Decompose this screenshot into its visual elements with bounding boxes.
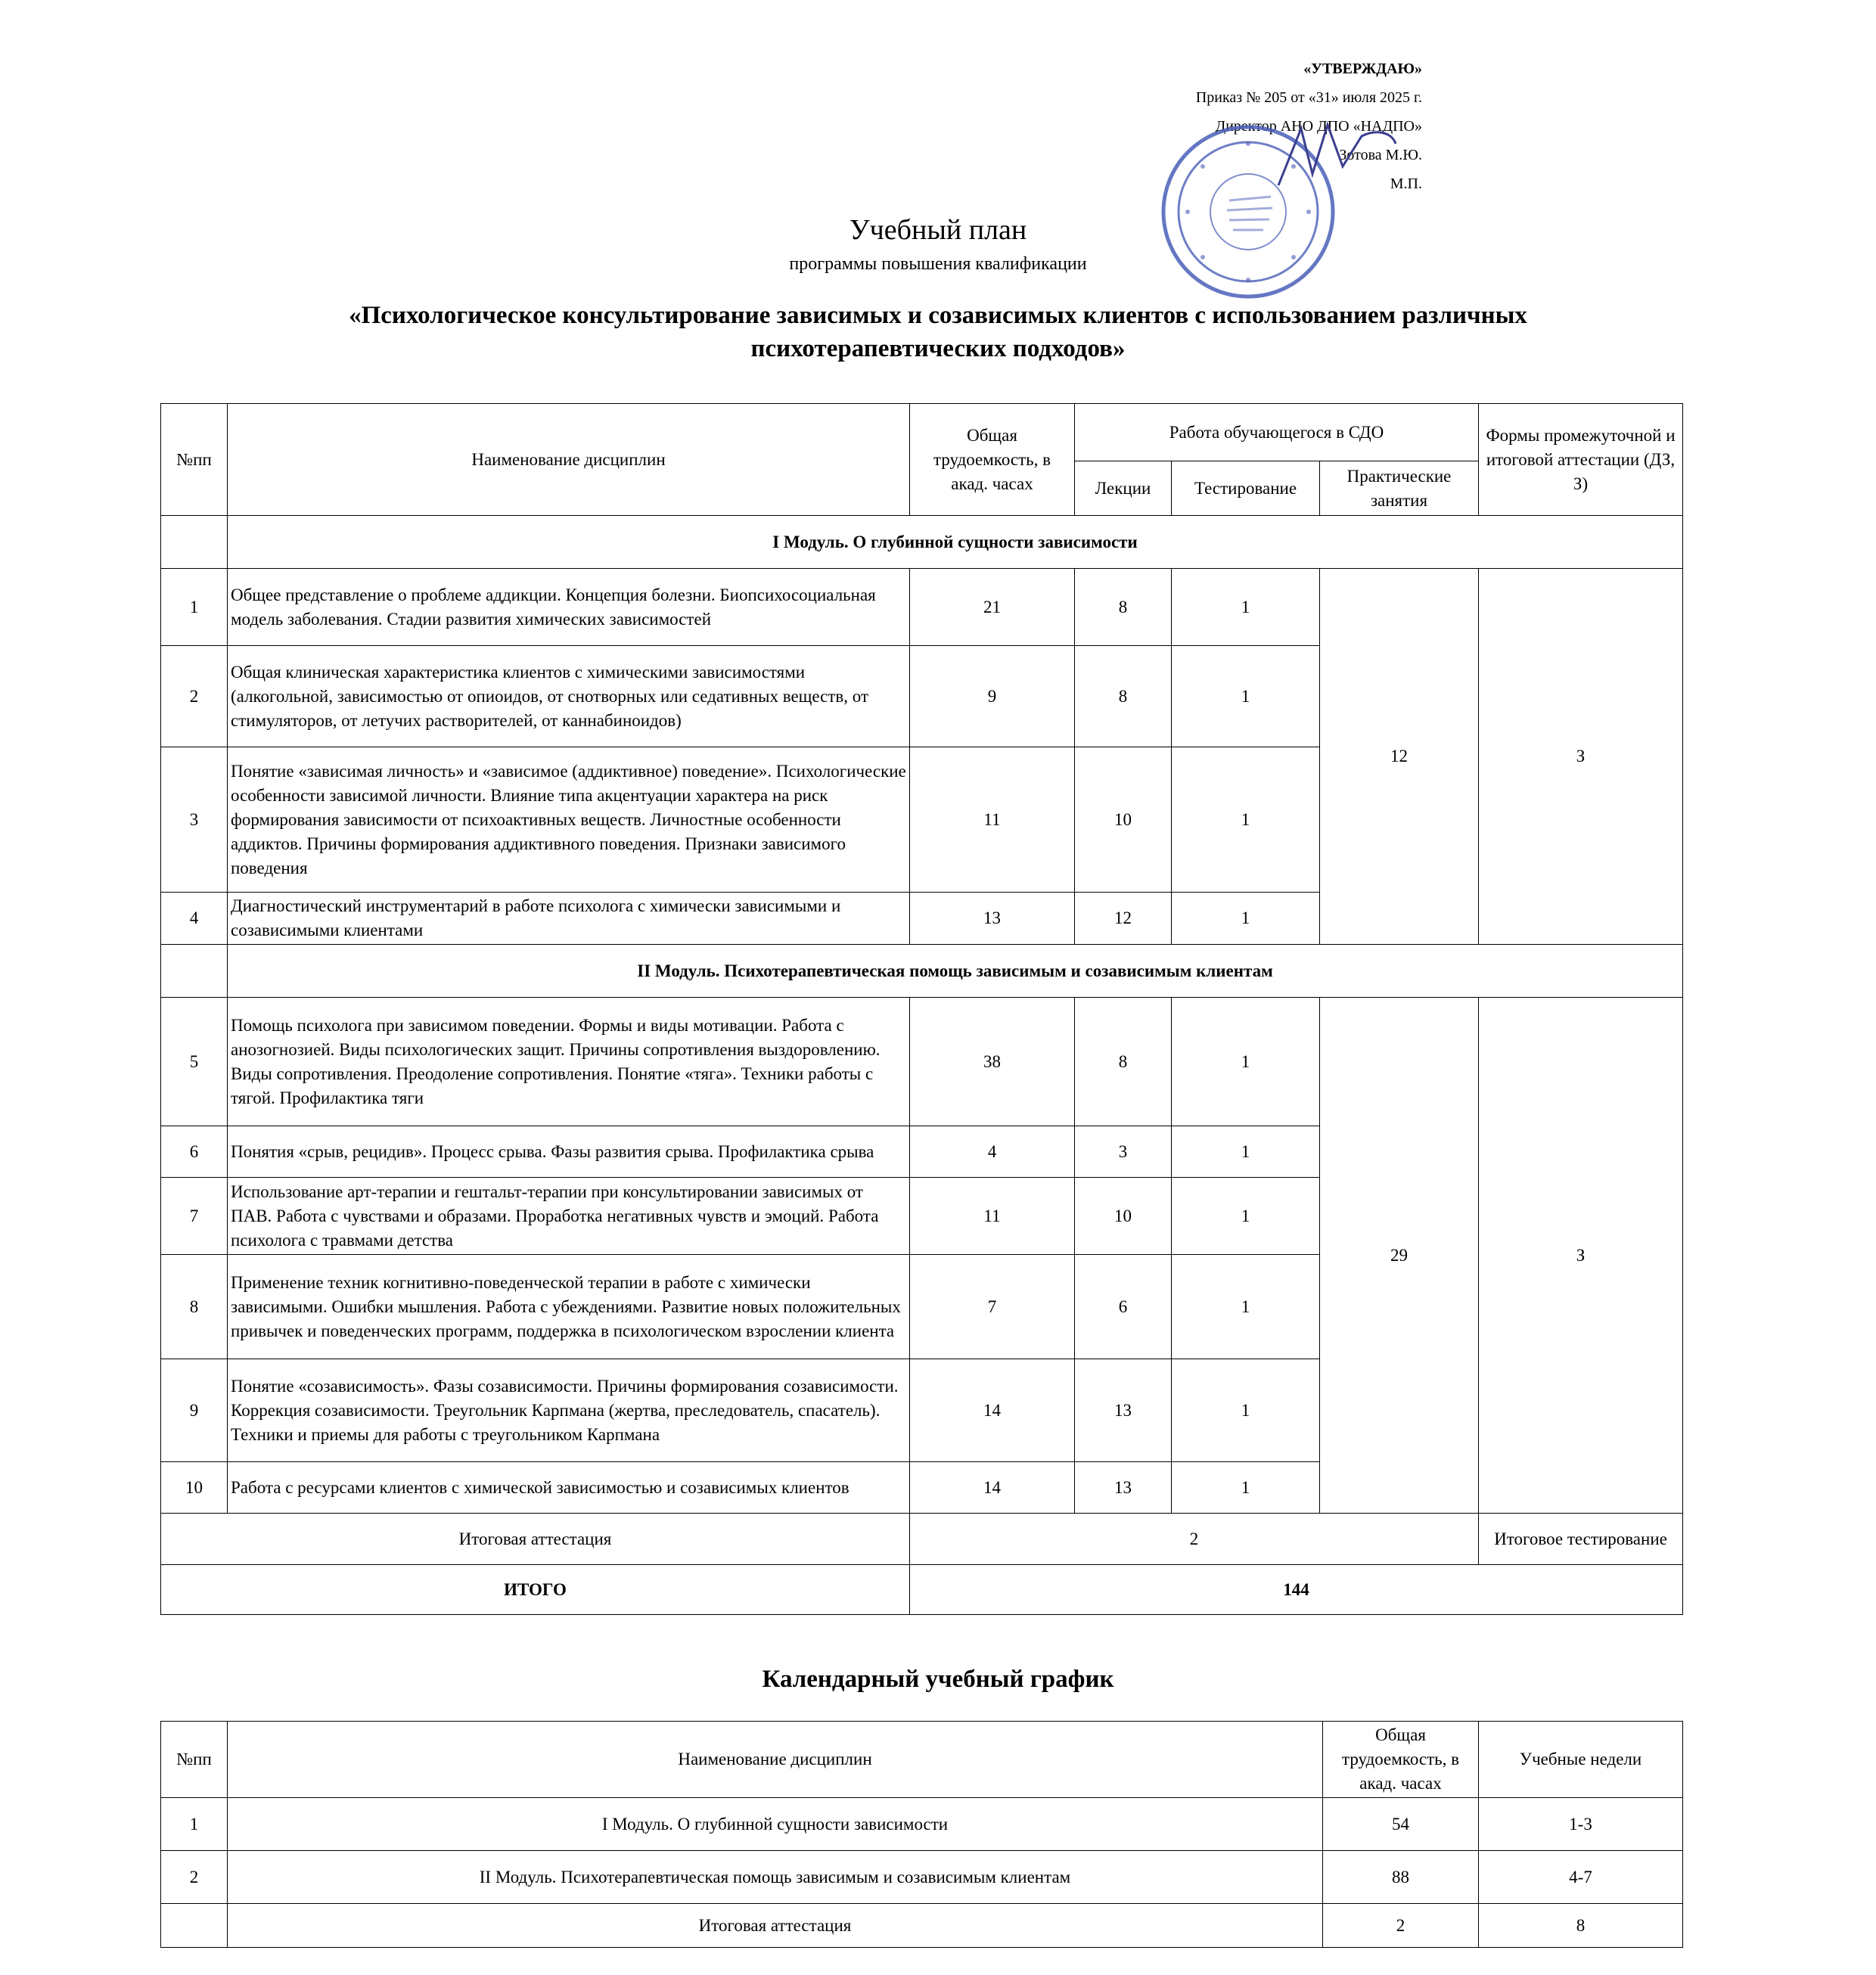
module-title: II Модуль. Психотерапевтическая помощь зависимым и созависимым клиентам bbox=[228, 945, 1683, 998]
row-total: 88 bbox=[1323, 1851, 1479, 1904]
row-tests: 1 bbox=[1172, 747, 1320, 893]
col-name-header: Наименование дисциплин bbox=[228, 404, 910, 516]
page-title: Учебный план bbox=[849, 214, 1027, 246]
total-row bbox=[161, 1565, 1683, 1615]
row-tests: 1 bbox=[1172, 998, 1320, 1126]
row-name: Понятия «срыв, рецидив». Процесс срыва. Фазы развития срыва. Профилактика срыва bbox=[228, 1126, 910, 1178]
row-num: 3 bbox=[161, 747, 228, 893]
row-num bbox=[161, 1904, 228, 1948]
table-header-row bbox=[161, 404, 1683, 461]
row-name: Итоговая аттестация bbox=[228, 1904, 1323, 1948]
row-tests: 1 bbox=[1172, 1255, 1320, 1359]
row-tests: 1 bbox=[1172, 646, 1320, 747]
row-num: 10 bbox=[161, 1462, 228, 1514]
table-row bbox=[161, 1798, 1683, 1851]
row-lectures: 8 bbox=[1075, 998, 1172, 1126]
row-num: 9 bbox=[161, 1359, 228, 1462]
row-name: I Модуль. О глубинной сущности зависимости bbox=[228, 1798, 1323, 1851]
director-signature bbox=[1271, 113, 1399, 197]
row-num: 1 bbox=[161, 1798, 228, 1851]
row-num: 2 bbox=[161, 1851, 228, 1904]
final-attestation-hours: 2 bbox=[910, 1514, 1479, 1565]
col-lectures-header: Лекции bbox=[1075, 461, 1172, 516]
row-total: 54 bbox=[1323, 1798, 1479, 1851]
module-practice: 12 bbox=[1320, 569, 1479, 945]
row-tests: 1 bbox=[1172, 1126, 1320, 1178]
curriculum-table bbox=[160, 403, 1683, 1615]
approval-position: Директор АНО ДПО «НАДПО» bbox=[1215, 118, 1422, 135]
module-form: З bbox=[1479, 998, 1683, 1514]
final-attestation-form: Итоговое тестирование bbox=[1479, 1514, 1683, 1565]
row-num: 4 bbox=[161, 893, 228, 945]
module-row bbox=[161, 516, 1683, 569]
row-num: 8 bbox=[161, 1255, 228, 1359]
approval-order: Приказ № 205 от «31» июля 2025 г. bbox=[1195, 89, 1422, 106]
row-total: 9 bbox=[910, 646, 1075, 747]
row-total: 21 bbox=[910, 569, 1075, 646]
table-row bbox=[161, 1904, 1683, 1948]
table-row bbox=[161, 1851, 1683, 1904]
row-num: 7 bbox=[161, 1178, 228, 1255]
col-work-header: Работа обучающегося в СДО bbox=[1075, 404, 1479, 461]
col-num-header: №пп bbox=[161, 1722, 228, 1798]
row-weeks: 8 bbox=[1479, 1904, 1683, 1948]
row-total: 13 bbox=[910, 893, 1075, 945]
row-name: Использование арт-терапии и гештальт-терапии при консультировании зависимых от ПАВ. Работа с чувствами и образами. Проработка негативных чувств и эмоций. Работа психолога с травмами детства bbox=[228, 1178, 910, 1255]
row-total: 11 bbox=[910, 747, 1075, 893]
row-name: Применение техник когнитивно-поведенческой терапии в работе с химически зависимыми. Ошибки мышления. Работа с убеждениями. Развитие новых положительных привычек и поведенческих программ, поддержка в психологическом взрослении клиента bbox=[228, 1255, 910, 1359]
row-tests: 1 bbox=[1172, 893, 1320, 945]
page-subtitle: программы повышения квалификации bbox=[789, 254, 1087, 274]
row-total: 11 bbox=[910, 1178, 1075, 1255]
row-lectures: 12 bbox=[1075, 893, 1172, 945]
row-lectures: 13 bbox=[1075, 1462, 1172, 1514]
row-num: 1 bbox=[161, 569, 228, 646]
row-weeks: 1-3 bbox=[1479, 1798, 1683, 1851]
approval-name: Зотова М.Ю. bbox=[1339, 147, 1422, 163]
col-total-header: Общая трудоемкость, в акад. часах bbox=[1323, 1722, 1479, 1798]
row-total: 14 bbox=[910, 1462, 1075, 1514]
row-name: Понятие «зависимая личность» и «зависимое (аддиктивное) поведение». Психологические особенности зависимой личности. Влияние типа акцентуации характера на риск формирования зависимости от психоактивных веществ. Личностные особенности аддиктов. Причины формирования аддиктивного поведения. Признаки зависимого поведения bbox=[228, 747, 910, 893]
col-forms-header: Формы промежуточной и итоговой аттестации (ДЗ, З) bbox=[1479, 404, 1683, 516]
col-tests-header: Тестирование bbox=[1172, 461, 1320, 516]
row-name: II Модуль. Психотерапевтическая помощь зависимым и созависимым клиентам bbox=[228, 1851, 1323, 1904]
final-attestation-label: Итоговая аттестация bbox=[161, 1514, 910, 1565]
row-total: 14 bbox=[910, 1359, 1075, 1462]
approval-seal-mark: М.П. bbox=[1390, 175, 1422, 192]
row-lectures: 6 bbox=[1075, 1255, 1172, 1359]
table-row bbox=[161, 569, 1683, 646]
col-practice-header: Практические занятия bbox=[1320, 461, 1479, 516]
row-lectures: 8 bbox=[1075, 569, 1172, 646]
row-name: Помощь психолога при зависимом поведении. Формы и виды мотивации. Работа с анозогнозией. Виды психологических защит. Причины сопротивления выздоровлению. Виды сопротивления. Преодоление сопротивления. Понятие «тяга». Техники работы с тягой. Профилактика тяги bbox=[228, 998, 910, 1126]
module-form: З bbox=[1479, 569, 1683, 945]
row-total: 7 bbox=[910, 1255, 1075, 1359]
calendar-table bbox=[160, 1721, 1683, 1948]
table-header-row bbox=[161, 1722, 1683, 1798]
row-weeks: 4-7 bbox=[1479, 1851, 1683, 1904]
row-name: Общее представление о проблеме аддикции. Концепция болезни. Биопсихосоциальная модель заболевания. Стадии развития химических зависимостей bbox=[228, 569, 910, 646]
row-lectures: 10 bbox=[1075, 747, 1172, 893]
row-num: 5 bbox=[161, 998, 228, 1126]
final-attestation-row bbox=[161, 1514, 1683, 1565]
row-num: 2 bbox=[161, 646, 228, 747]
col-name-header: Наименование дисциплин bbox=[228, 1722, 1323, 1798]
row-lectures: 8 bbox=[1075, 646, 1172, 747]
total-hours: 144 bbox=[910, 1565, 1683, 1615]
table-row bbox=[161, 998, 1683, 1126]
module-row bbox=[161, 945, 1683, 998]
row-total: 4 bbox=[910, 1126, 1075, 1178]
row-lectures: 10 bbox=[1075, 1178, 1172, 1255]
row-total: 38 bbox=[910, 998, 1075, 1126]
row-name: Понятие «созависимость». Фазы созависимости. Причины формирования созависимости. Коррекция созависимости. Треугольник Карпмана (жертва, преследователь, спасатель). Техники и приемы для работы с треугольником Карпмана bbox=[228, 1359, 910, 1462]
row-tests: 1 bbox=[1172, 569, 1320, 646]
row-lectures: 13 bbox=[1075, 1359, 1172, 1462]
row-lectures: 3 bbox=[1075, 1126, 1172, 1178]
row-total: 2 bbox=[1323, 1904, 1479, 1948]
row-name: Работа с ресурсами клиентов с химической зависимостью и созависимых клиентов bbox=[228, 1462, 910, 1514]
row-name: Диагностический инструментарий в работе психолога с химически зависимыми и созависимыми клиентами bbox=[228, 893, 910, 945]
module-title: I Модуль. О глубинной сущности зависимости bbox=[228, 516, 1683, 569]
col-num-header: №пп bbox=[161, 404, 228, 516]
col-weeks-header: Учебные недели bbox=[1479, 1722, 1683, 1798]
total-label: ИТОГО bbox=[161, 1565, 910, 1615]
row-tests: 1 bbox=[1172, 1359, 1320, 1462]
row-num: 6 bbox=[161, 1126, 228, 1178]
row-name: Общая клиническая характеристика клиентов с химическими зависимостями (алкогольной, зависимостью от опиоидов, от снотворных или седативных веществ, от стимуляторов, от летучих растворителей, от каннабиноидов) bbox=[228, 646, 910, 747]
approval-heading: «УТВЕРЖДАЮ» bbox=[1303, 61, 1422, 77]
program-name: «Психологическое консультирование зависимых и созависимых клиентов с использованием различных психотерапевтических подходов» bbox=[349, 302, 1527, 362]
module-practice: 29 bbox=[1320, 998, 1479, 1514]
col-total-header: Общая трудоемкость, в акад. часах bbox=[910, 404, 1075, 516]
calendar-title: Календарный учебный график bbox=[762, 1666, 1114, 1693]
row-tests: 1 bbox=[1172, 1462, 1320, 1514]
row-tests: 1 bbox=[1172, 1178, 1320, 1255]
